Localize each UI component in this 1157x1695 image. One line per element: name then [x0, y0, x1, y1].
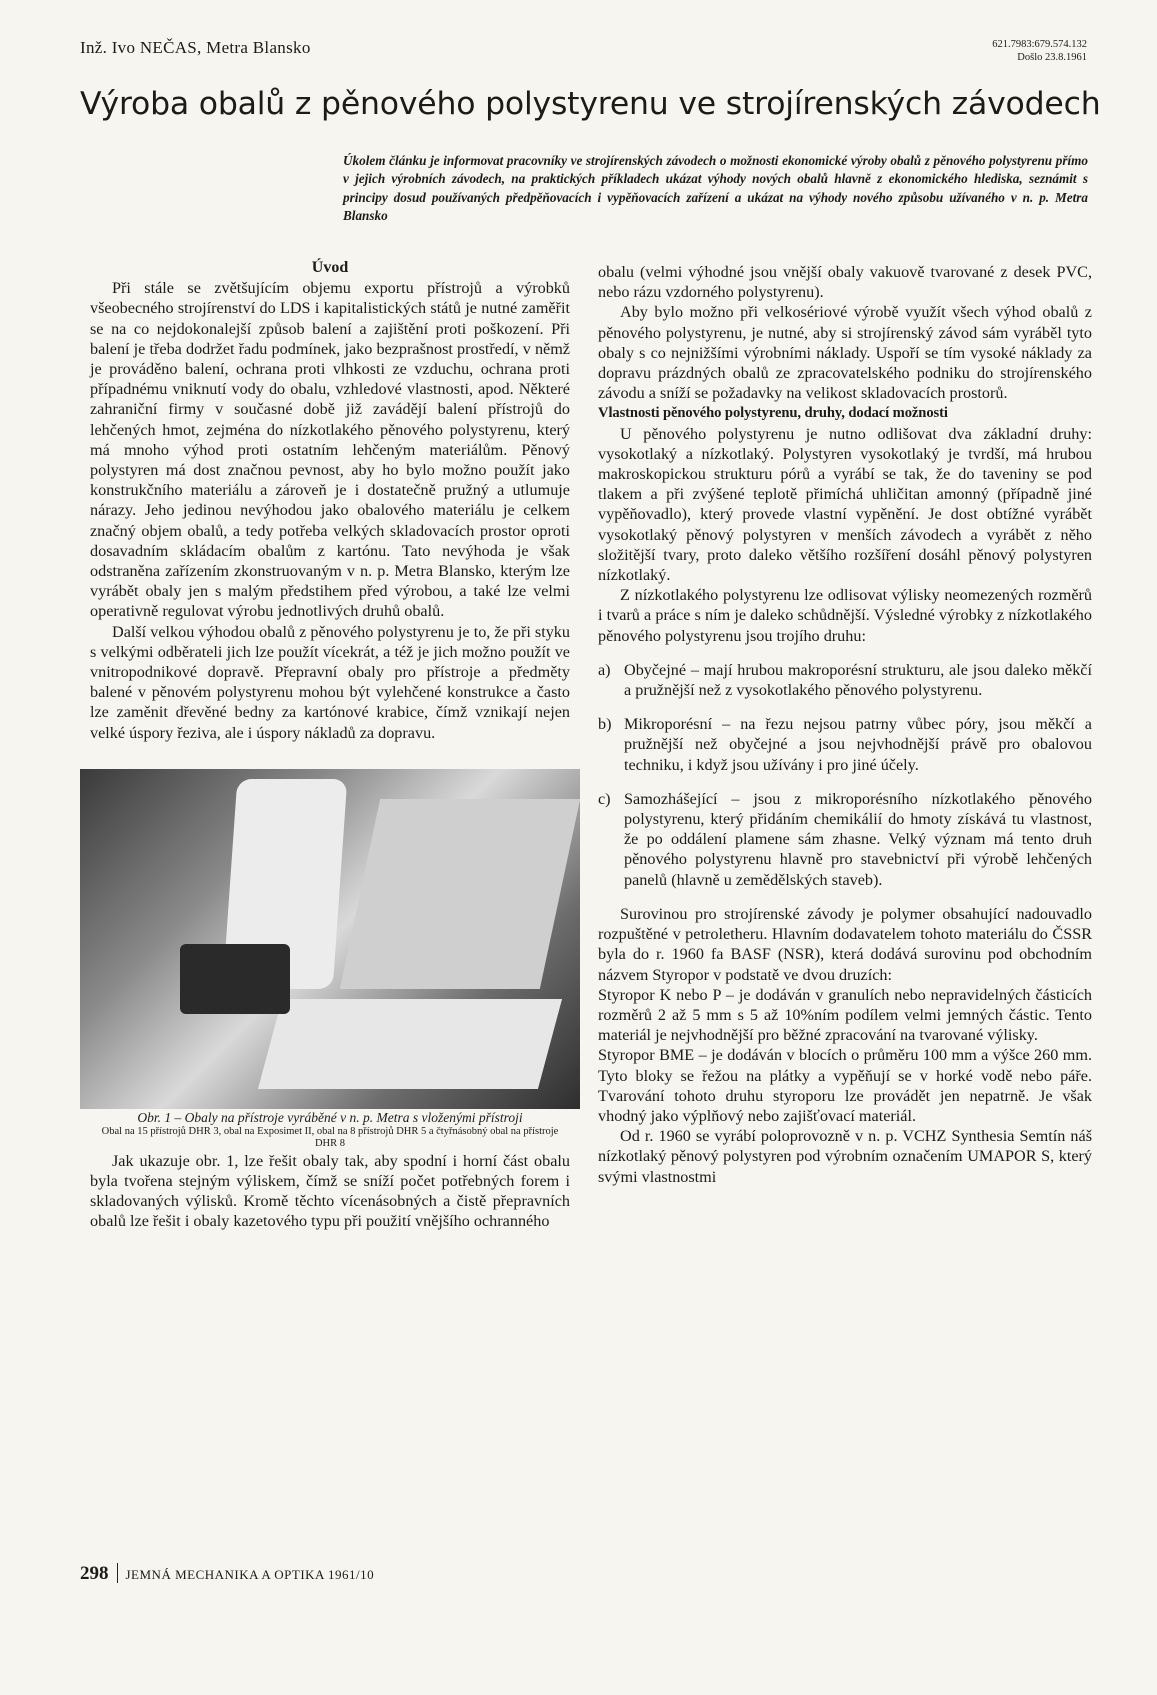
figure-caption: Obr. 1 – Obaly na přístroje vyráběné v n. p. Metra s vloženými přístroji — [137, 1109, 523, 1125]
paragraph: Styropor BME – je dodáván v blocích o průměru 100 mm a výšce 260 mm. Tyto bloky se řežou na plátky a vypěňují se v horké vodě nebo páře. Tvarování tohoto druhu styroporu lze provádět jen nepatrně. Je však vhodný jako výplňový nebo zajišťovací materiál. — [598, 1046, 1092, 1125]
right-column — [598, 262, 1092, 1187]
paragraph: Styropor K nebo P – je dodáván v granulích nebo nepravidelných částicích rozměrů 2 až 5 mm s 5 až 10%ním podílem velmi jemných částic. Tento materiál je nejvhodnější pro běžné zpracování na tvarované výlisky. — [598, 985, 1092, 1045]
types-list — [598, 660, 1092, 890]
figure-photo — [80, 769, 580, 1109]
page-number: 298 — [80, 1563, 109, 1584]
paragraph: Jak ukazuje obr. 1, lze řešit obaly tak, aby spodní i horní část obalu byla tvořena stejným výliskem, čímž se sníží počet potřebných forem i skladovaných výlisků. Kromě těchto vícenásobných a čistě přepravních obalů lze řešit i obaly kazetového typu při použití vnějšího ochranného — [90, 1151, 570, 1231]
journal-name: JEMNÁ MECHANIKA A OPTIKA 1961/10 — [125, 1567, 375, 1582]
left-column — [90, 258, 570, 1232]
paragraph: obalu (velmi výhodné jsou vnější obaly vakuově tvarované z desek PVC, nebo rázu vzdorného polystyrenu). — [598, 263, 1092, 302]
section-heading-properties: Vlastnosti pěnového polystyrenu, druhy, dodací možnosti — [598, 405, 948, 422]
paragraph: Z nízkotlakého polystyrenu lze odlisovat výlisky neomezených rozměrů i tvarů a práce s ním je daleko schůdnější. Výsledné výrobky z nízkotlakého pěnového polystyrenu jsou trojího druhu: — [598, 586, 1092, 645]
list-item: a) Obyčejné – mají hrubou makroporésní strukturu, ale jsou daleko měkčí a pružnější než z vysokotlakého pěnového polystyrenu. — [598, 660, 1092, 700]
section-heading-intro: Úvod — [311, 259, 349, 276]
author-line: Inž. Ivo NEČAS, Metra Blansko — [80, 38, 311, 57]
article-title: Výroba obalů z pěnového polystyrenu ve strojírenských závodech — [80, 86, 1101, 122]
paragraph: Při stále se zvětšujícím objemu exportu přístrojů a výrobků všeobecného strojírenství do LDS i kapitalistických států je nutné zaměřit se na co nejdokonalejší způsob balení a zajištění proti poškození. Při balení je třeba dodržet řadu podmínek, jako bezprašnost prostředí, v němž je prováděno balení, ochrana proti vlhkosti ze vzduchu, ochrana proti případnému vniknutí vody do obalu, vzhledové vlastnosti, apod. Některé zahraniční firmy v současné době již zavádějí balení přístrojů do lehčených hmot, zejména do nízkotlakého pěnového polystyrenu, který má mnoho výhod proti ostatním lehčeným materiálům. Pěnový polystyren má dost značnou pevnost, aby ho bylo možno použít jako konstrukčního materiálu a zároveň je i dostatečně pružný a utlumuje nárazy. Jeho jedinou nevýhodou jako obalového materiálu je celkem značný objem obalů, a tedy potřeba velkých skladovacích prostor oproti dosavadním skládacím obalům z kartónu. Tato nevýhoda je však odstraněna zařízením zkonstruovaným v n. p. Metra Blansko, kterým lze vyrábět obaly jen s malým předstihem před výrobou, a také lze velmi operativně regulovat výrobu jednotlivých druhů obalů. — [90, 279, 570, 621]
classification-block — [992, 38, 1087, 64]
paragraph: Surovinou pro strojírenské závody je polymer obsahující nadouvadlo rozpuštěné v petroletheru. Hlavním dodavatelem tohoto materiálu do ČSSR byla do r. 1960 fa BASF (NSR), která dodává surovinu pod obchodním názvem Styropor v podstatě ve dvou druzích: — [598, 904, 1092, 984]
list-item: b) Mikroporésní – na řezu nejsou patrny vůbec póry, jsou měkčí a pružnější než obyčejné a jsou nejvhodnější právě pro obalovou techniku, i když jsou užívány i pro jiné účely. — [598, 715, 1092, 774]
udc-code: 621.7983:679.574.132 — [992, 39, 1087, 50]
received-date: Došlo 23.8.1961 — [1017, 52, 1087, 63]
abstract: Úkolem článku je informovat pracovníky ve strojírenských závodech o možnosti ekonomické výroby obalů z pěnového polystyrenu přímo v jejich výrobních závodech, na praktických příkladech ukázat výhody nových obalů hlavně z ekonomického hlediska, seznámit s principy dosud používaných předpěňovacích i vypěňovacích zařízení a ukázat na výhody nového způsobu užívaného v n. p. Metra Blansko — [343, 153, 1088, 223]
paragraph: Další velkou výhodou obalů z pěnového polystyrenu je to, že při styku s velkými odběrateli jich lze použít vícekrát, a též je jich možno použít ve vnitropodnikové dopravě. Přepravní obaly pro přístroje a předměty balené v pěnovém polystyrenu mohou být vylehčené konstrukce a často lze zaměnit dřevěné bedny za kartónové krabice, čímž vznikají nejen velké úspory řeziva, ale i úspory nákladů za dopravu. — [90, 622, 570, 742]
list-item: c) Samozhášející – jsou z mikroporésního nízkotlakého pěnového polystyrenu, který přidáním chemikálií do hmoty získává tu vlastnost, že po oddálení plamene sám zhasne. Velký význam má tento druh pěnového polystyrenu hlavně pro stavebnictví při výrobě lehčených panelů (hlavně u zemědělských staveb). — [598, 789, 1092, 889]
figure-subcaption: Obal na 15 přístrojů DHR 3, obal na Exposimet II, obal na 8 přístrojů DHR 5 a čtyřnásobný obal na přístroje DHR 8 — [101, 1125, 559, 1150]
paragraph: U pěnového polystyrenu je nutno odlišovat dva základní druhy: vysokotlaký a nízkotlaký. Polystyren vysokotlaký je tvrdší, má hrubou makroskopickou strukturu pórů a vyrábí se tak, že do taveniny se pod tlakem a při zvýšené teplotě přimíchá uhličitan amonný (případně jiné vypěňovadlo), který provede vlastní vypěnění. Je dost obtížné vyrábět vysokotlaký pěnový polystyren v menších závodech a vyrábět z něho složitější tvary, proto daleko většího rozšíření dosáhl pěnový polystyren nízkotlaký. — [598, 424, 1092, 585]
paragraph: Aby bylo možno při velkosériové výrobě využít všech výhod obalů z pěnového polystyrenu, je nutné, aby si strojírenský závod sám vyráběl tyto obaly s co nejnižšími výrobními náklady. Uspoří se tím vysoké náklady za dopravu prázdných obalů ze zpracovatelského podniku do strojírenského závodu a sníží se požadavky na velikost skladovacích prostorů. — [598, 303, 1092, 403]
page-footer — [80, 1563, 374, 1585]
paragraph: Od r. 1960 se vyrábí poloprovozně v n. p. VCHZ Synthesia Semtín náš nízkotlaký pěnový polystyren pod výrobním označením UMAPOR S, který svými vlastnostmi — [598, 1127, 1092, 1186]
